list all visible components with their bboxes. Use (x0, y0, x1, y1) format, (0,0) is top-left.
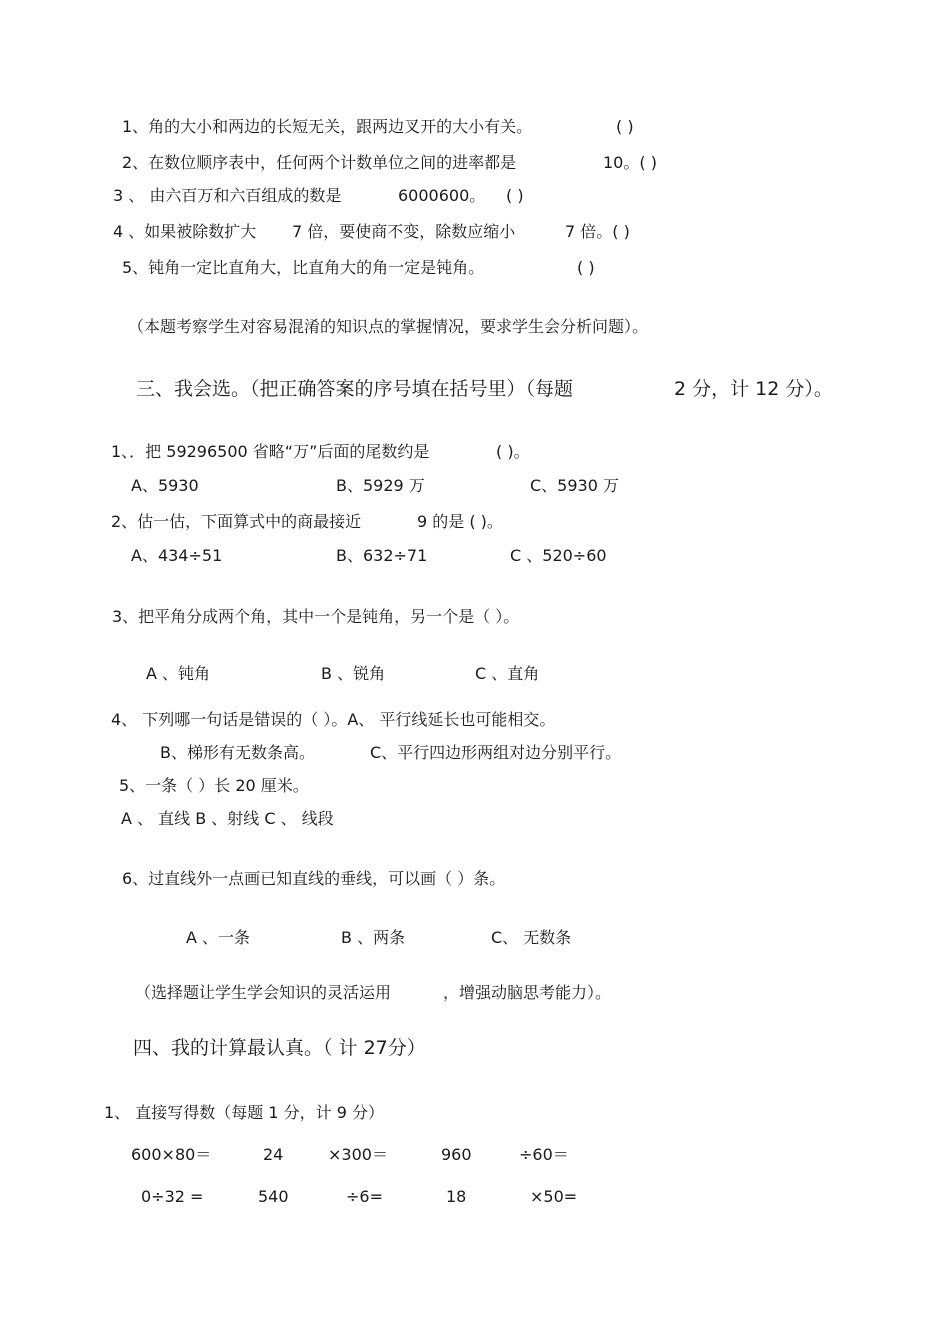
option-a: A、434÷51 (131, 546, 223, 565)
calc-cell: ×50= (530, 1187, 578, 1206)
section-note: （选择题让学生学会知识的灵活运用 (135, 983, 392, 1002)
choice-item-6: 6、过直线外一点画已知直线的垂线，可以画（ ）条。 (122, 869, 506, 888)
calc-cell: 24 (263, 1145, 284, 1164)
section-heading-points: 2 分，计 12 分）。 (674, 378, 833, 400)
judge-item-3-value: 6000600。 (398, 186, 486, 205)
calc-cell: ÷6= (346, 1187, 383, 1206)
judge-item-1: 1、角的大小和两边的长短无关，跟两边叉开的大小有关。 (122, 117, 533, 136)
option-b: B 、两条 (341, 928, 406, 947)
answer-paren: ( ) (506, 186, 524, 205)
answer-paren: ( )。 (496, 442, 530, 461)
choice-item-1: 1、．把 59296500 省略“万”后面的尾数约是 (111, 442, 430, 461)
option-a: A 、钝角 (146, 664, 211, 683)
option-c: C、5930 万 (530, 476, 619, 495)
answer-paren: ( ) (616, 117, 634, 136)
calc-sub-heading: 1、 直接写得数（每题 1 分，计 9 分） (104, 1103, 384, 1122)
calc-cell: 600×80＝ (131, 1145, 212, 1164)
option-a: A、5930 (131, 476, 199, 495)
section-heading-calc: 四、我的计算最认真。（ 计 27分） (133, 1037, 426, 1059)
calc-cell: 960 (441, 1145, 472, 1164)
choice-item-5: 5、一条（ ）长 20 厘米。 (119, 776, 309, 795)
option-b: B、梯形有无数条高。 (160, 743, 315, 762)
choice-item-5-options: A 、 直线 B 、射线 C 、 线段 (121, 809, 334, 828)
judge-item-4-part-a: 7 倍，要使商不变，除数应缩小 (292, 222, 516, 241)
option-c: C 、520÷60 (510, 546, 607, 565)
choice-item-2: 2、估一估，下面算式中的商最接近 (111, 512, 362, 531)
option-c: C、平行四边形两组对边分别平行。 (370, 743, 622, 762)
option-b: B、5929 万 (336, 476, 425, 495)
calc-cell: 18 (446, 1187, 467, 1206)
option-b: B 、锐角 (321, 664, 386, 683)
option-b: B、632÷71 (336, 546, 428, 565)
answer-paren: ( ) (577, 258, 595, 277)
judge-item-4: 4 、如果被除数扩大 (113, 222, 257, 241)
option-a: A 、一条 (186, 928, 251, 947)
calc-cell: ×300＝ (328, 1145, 388, 1164)
option-c: C、 无数条 (491, 928, 572, 947)
choice-item-3: 3、把平角分成两个角，其中一个是钝角，另一个是（ ）。 (112, 607, 520, 626)
section-note-tail: ，增强动脑思考能力）。 (443, 983, 612, 1002)
judge-item-4-part-b: 7 倍。( ) (565, 222, 630, 241)
option-c: C 、直角 (475, 664, 540, 683)
calc-cell: 0÷32 = (141, 1187, 204, 1206)
judge-item-2: 2、在数位顺序表中，任何两个计数单位之间的进率都是 (122, 153, 517, 172)
judge-item-5: 5、钝角一定比直角大，比直角大的角一定是钝角。 (122, 258, 485, 277)
judge-item-2-value: 10。( ) (603, 153, 657, 172)
judge-item-3: 3 、 由六百万和六百组成的数是 (113, 186, 342, 205)
section-note: （本题考察学生对容易混淆的知识点的掌握情况，要求学生会分析问题）。 (128, 317, 649, 336)
choice-item-4: 4、 下列哪一句话是错误的（ ）。A、 平行线延长也可能相交。 (111, 710, 556, 729)
calc-cell: 540 (258, 1187, 289, 1206)
calc-cell: ÷60＝ (519, 1145, 569, 1164)
choice-item-2-tail: 9 的是 ( )。 (417, 512, 503, 531)
section-heading-choice: 三、我会选。（把正确答案的序号填在括号里）（每题 (136, 378, 574, 400)
